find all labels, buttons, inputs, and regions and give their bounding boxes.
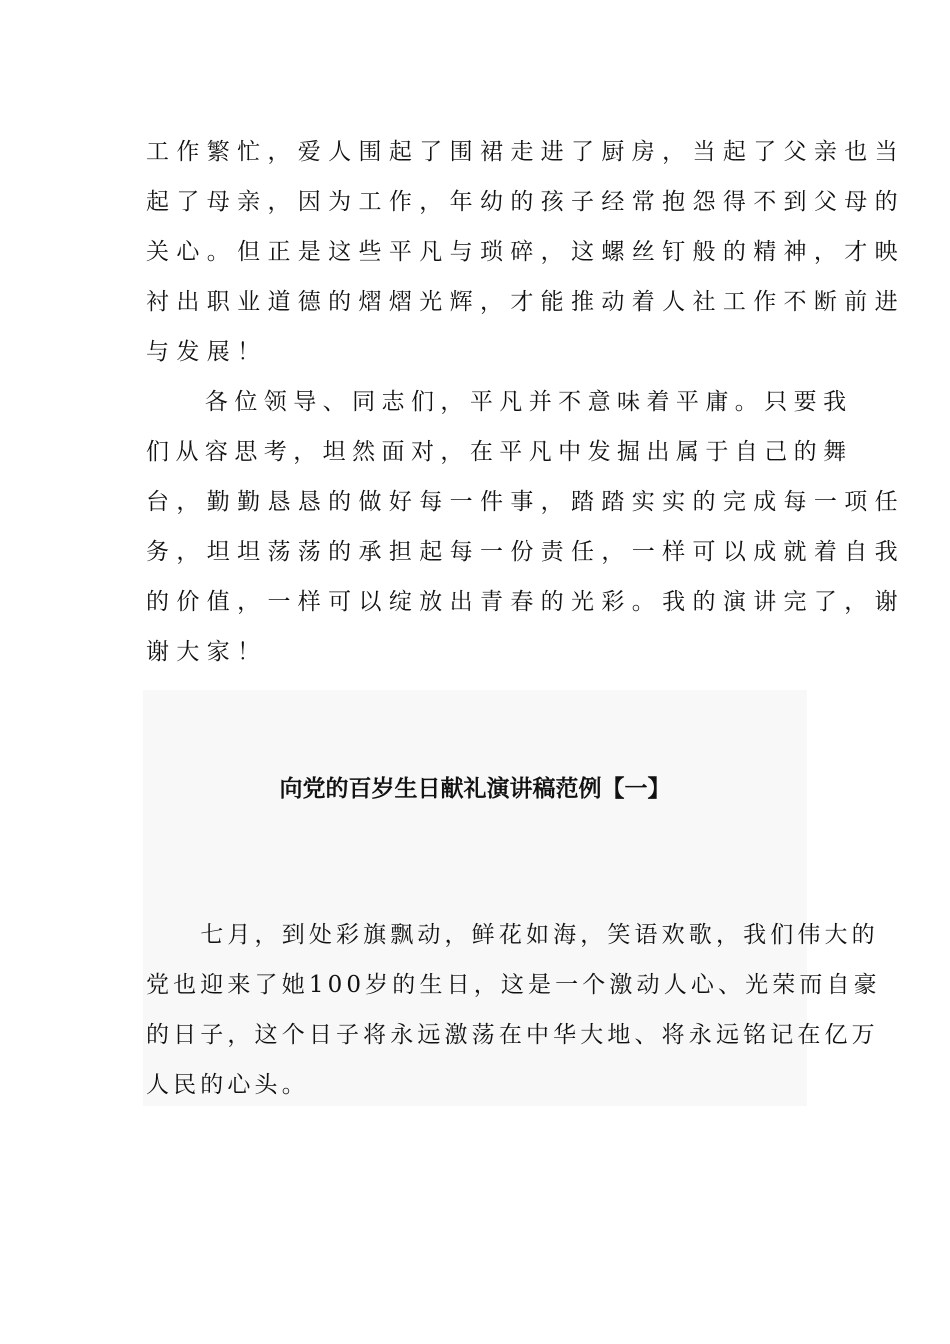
text-line: 谢大家！ [146,639,268,665]
text-line: 工作繁忙，爱人围起了围裙走进了厨房，当起了父亲也当 [146,139,905,165]
text-line: 起了母亲，因为工作，年幼的孩子经常抱怨得不到父母的 [146,189,905,215]
text-line: 与发展！ [146,339,268,365]
text-line: 关心。但正是这些平凡与琐碎，这螺丝钉般的精神，才映 [146,239,905,265]
text-line: 台，勤勤恳恳的做好每一件事，踏踏实实的完成每一项任 [146,489,905,515]
text-line: 衬出职业道德的熠熠光辉，才能推动着人社工作不断前进 [146,289,905,315]
text-line: 们从容思考，坦然面对，在平凡中发掘出属于自己的舞 [146,439,853,465]
section-title: 向党的百岁生日献礼演讲稿范例【一】 [279,776,671,802]
text-line: 的价值，一样可以绽放出青春的光彩。我的演讲完了，谢 [146,589,905,615]
text-line: 各位领导、同志们，平凡并不意味着平庸。只要我 [146,389,853,415]
text-line: 七月，到处彩旗飘动，鲜花如海，笑语欢歌，我们伟大的 [146,922,879,948]
text-line: 人民的心头。 [146,1072,309,1098]
text-line: 的日子，这个日子将永远激荡在中华大地、将永远铭记在亿万 [146,1022,879,1048]
text-line: 务，坦坦荡荡的承担起每一份责任，一样可以成就着自我 [146,539,905,565]
text-line: 党也迎来了她100岁的生日，这是一个激动人心、光荣而自豪 [146,972,881,998]
